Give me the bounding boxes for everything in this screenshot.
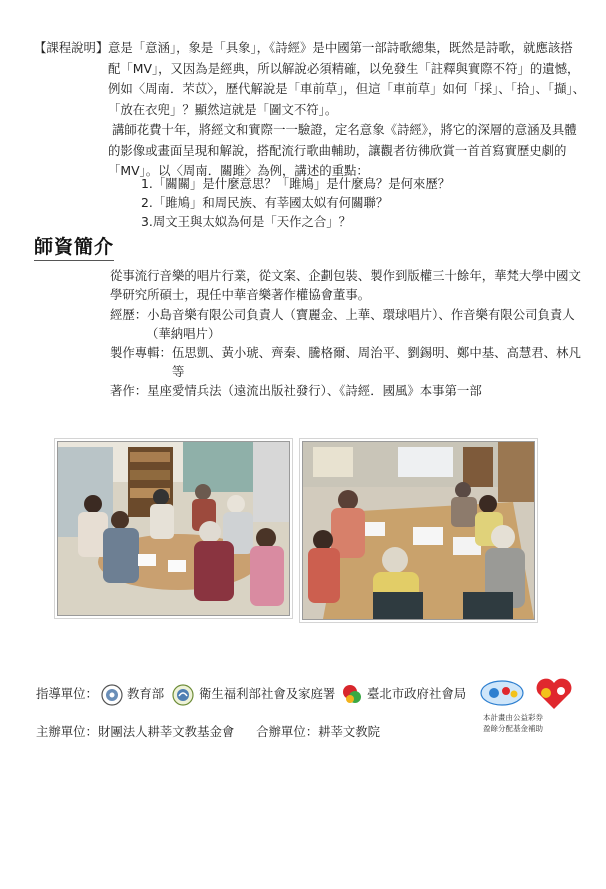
course-label: 【課程說明】 [34,40,109,55]
guide-unit: 教育部 [127,686,165,701]
teacher-bio-line: 從事流行音樂的唱片行業，從文案、企劃包裝、製作到版權三十餘年，華梵大學中國文 [110,268,581,283]
experience-text: （華納唱片） [146,326,221,341]
guide-row [36,683,98,705]
organizer-row [36,722,380,742]
host-name: 財團法人耕莘文教基金會 [97,724,235,739]
albums-row [110,343,581,364]
co-label: 合辦單位： [256,724,319,739]
albums-label: 製作專輯： [110,345,172,360]
co-name: 耕莘文教院 [318,724,381,739]
host-label: 主辦單位： [36,724,98,739]
guide-label: 指導單位： [36,686,98,701]
lottery-note-line: 盈餘分配基金補助 [483,724,543,733]
social-welfare-seal-icon [172,684,194,710]
works-text: 星座愛情兵法（遠流出版社發行）、《詩經．國風》本事第一部 [147,383,482,398]
albums-text: 等 [172,364,185,379]
course-line: 「放在衣兜」？顯然這就是「圖文不符」。 [108,101,338,117]
works-label: 著作： [110,383,148,398]
experience-row [110,305,575,326]
experience-text: 小島音樂有限公司負責人（寶麗金、上華、環球唱片）、作音樂有限公司負責人 [147,307,575,322]
guide-unit: 臺北市政府社會局 [367,686,467,701]
albums-text: 伍思凱、黃小琥、齊秦、騰格爾、周治平、劉錫明、鄭中基、高慧君、林凡 [171,345,581,360]
course-line: 講師花費十年，將經文和實際一一驗證，定名意象《詩經》，將它的深層的意涵及具體 [112,122,577,137]
lottery-note-line: 本計畫由公益彩券 [483,713,543,722]
lottery-note [483,712,543,734]
course-line: 意是「意涵」，象是「具象」，《詩經》是中國第一部詩歌總集，既然是詩歌，就應該搭 [108,40,573,55]
works-row [110,381,482,402]
experience-label: 經歷： [110,307,148,322]
course-question: 1.「關關」是什麼意思？「雎鳩」是什麼鳥？是何來歷？ [141,176,451,191]
course-line: 配「MV」，又因為是經典，所以解說必須精確，以免發生「註釋與實際不符」的遺憾， [108,60,580,76]
teacher-bio-line: 學研究所碩士，現任中華音樂著作權協會董事。 [110,287,371,302]
classroom-photo-icon [303,442,534,619]
course-line: 「MV」。以〈周南．關雎〉為例，講述的重點： [108,163,369,178]
heading-divider [34,260,114,261]
ministry-of-education-seal-icon [101,684,123,710]
guide-unit: 衛生福利部社會及家庭署 [199,686,336,701]
course-description [34,38,586,182]
course-line: 的影像或畫面呈現和解說，搭配流行歌曲輔助，讓觀者彷彿欣賞一首首寫實歷史劇的 [108,142,567,158]
course-line: 例如〈周南．芣苡〉，歷代解說是「車前草」，但這「車前草」如何「採」、「拾」、「擷」、 [108,81,586,96]
taipei-social-welfare-logo-icon [341,683,363,711]
public-welfare-lottery-logo-icon [480,679,524,711]
course-question: 2.「雎鳩」和周民族、有莘國太姒有何關聯？ [141,195,389,210]
classroom-photo-icon [58,442,289,615]
teacher-heading: 師資簡介 [34,236,115,258]
course-question: 3.周文王與太姒為何是「天作之合」？ [141,214,352,229]
classroom-photo-2 [302,441,535,620]
heart-logo-icon [534,677,574,715]
classroom-photo-1 [57,441,290,616]
